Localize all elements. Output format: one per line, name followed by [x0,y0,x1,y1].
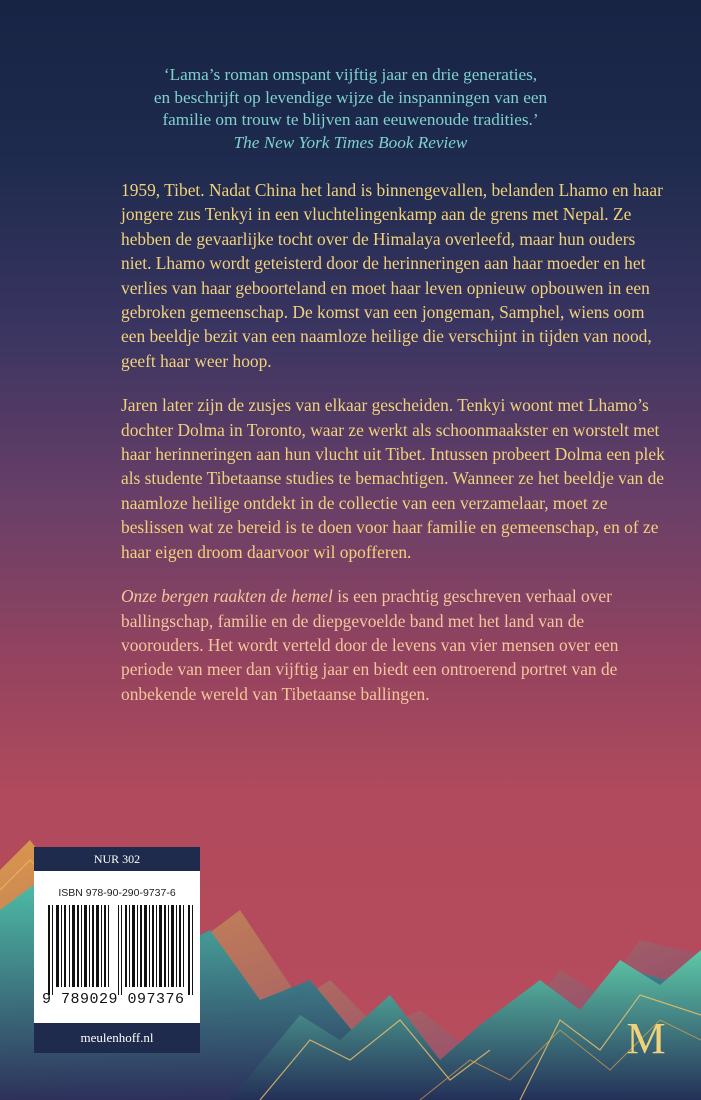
ean-digits: 9 789029 097376 [42,991,185,1008]
review-quote [40,64,661,154]
book-title: Onze bergen raakten de hemel [121,586,333,607]
barcode-panel [34,847,200,1053]
publisher-logo: M [626,1014,666,1063]
synopsis-paragraph [121,584,668,706]
synopsis-paragraph: 1959, Tibet. Nadat China het land is binnengevallen, belanden Lhamo en haar jongere zus Tenkyi in een vluchtelingenkamp aan de grens met Nepal. Ze hebben de gevaarlijke tocht over de Himalaya overleefd, maar hun ouders niet. Lhamo wordt geteisterd door de herinneringen aan haar moeder en het verlies van haar geboorteland en moet haar leven opnieuw opbouwen in een gebroken gemeenschap. De komst van een jongeman, Samphel, wiens oom een beeldje bezit van een naamloze heilige die verschijnt in tijden van nood, geeft haar weer hoop. [121,180,663,371]
barcode-bars [48,905,194,995]
quote-line: en beschrijft op levendige wijze de inspanningen van een [153,87,548,107]
synopsis [121,178,668,726]
quote-line: familie om trouw te blijven aan eeuwenoude tradities.’ [162,110,539,129]
isbn-number: ISBN 978-90-290-9737-6 [58,887,176,899]
publisher-website: meulenhoff.nl [34,1023,200,1053]
quote-source: The New York Times Book Review [233,132,468,152]
quote-line: ‘Lama’s roman omspant vijftig jaar en drie generaties, [163,65,538,84]
synopsis-text: is een prachtig geschreven verhaal over ballingschap, familie en de diepgevoelde band met het land van de voorouders. Het wordt verteld door de levens van vier mensen over een periode van meer dan vijftig jaar en biedt een ontroerend portret van de onbekende wereld van Tibetaanse ballingen. [121,586,619,704]
synopsis-paragraph: Jaren later zijn de zusjes van elkaar gescheiden. Tenkyi woont met Lhamo’s dochter Dolma in Toronto, waar ze werkt als schoonmaakster en worstelt met haar herinneringen aan hun vlucht uit Tibet. Intussen probeert Dolma een plek als studente Tibetaanse studies te bemachtigen. Wanneer ze het beeldje van de naamloze heilige ontdekt in de collectie van een verzamelaar, moet ze beslissen wat ze bereid is te doen voor haar familie en gemeenschap, en of ze haar eigen droom daarvoor wil opofferen. [121,395,665,562]
nur-code: NUR 302 [34,847,200,871]
